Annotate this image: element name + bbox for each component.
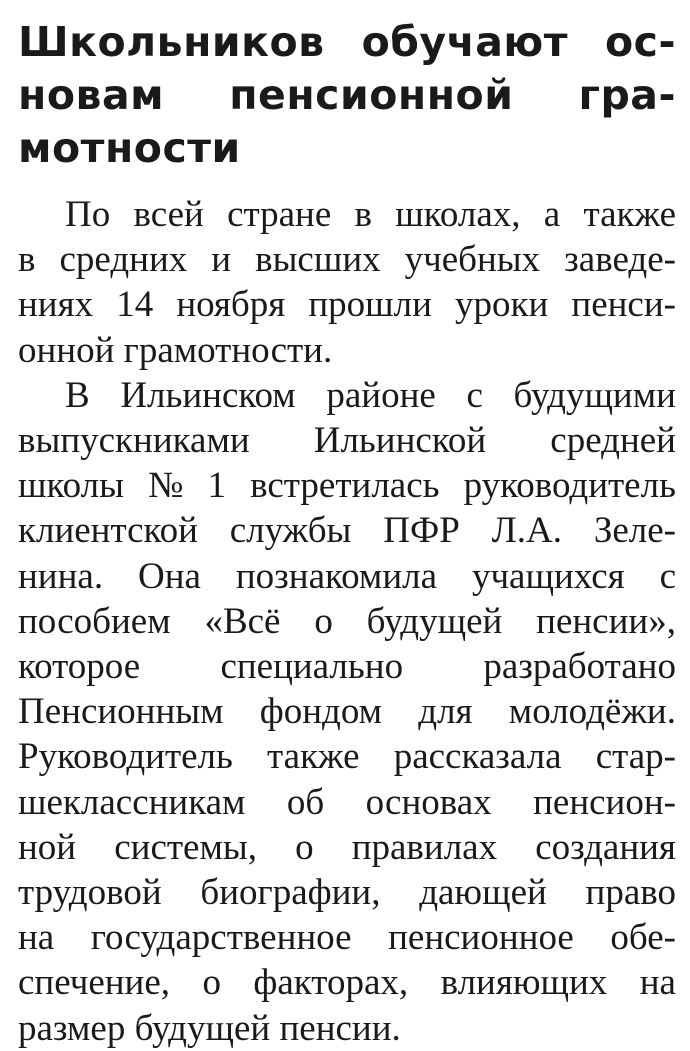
word: средних [59, 239, 188, 281]
word: средней [550, 420, 676, 462]
word: создания [535, 826, 676, 868]
word: пенси- [571, 284, 676, 326]
word: о [314, 600, 333, 642]
word: выпускниками [18, 420, 250, 462]
word: заведе- [564, 239, 676, 281]
word: шеклассникам [18, 781, 246, 823]
text-line [18, 418, 676, 463]
word: в [354, 194, 373, 235]
word: ПФР [383, 510, 460, 552]
word: молодёжи. [508, 691, 676, 733]
article-headline [18, 16, 676, 175]
word: право [585, 872, 676, 914]
word: В [65, 374, 90, 416]
article-paragraph [18, 373, 676, 1051]
word: с [466, 374, 483, 416]
word: Она [138, 555, 201, 597]
word: об [286, 781, 325, 823]
word: Школьников [18, 18, 325, 66]
word: № [148, 465, 184, 507]
word: высших [255, 239, 381, 281]
text-line [18, 508, 676, 553]
word: в [18, 239, 36, 281]
text-line [18, 554, 676, 599]
word: По [65, 194, 111, 235]
text-line [18, 960, 676, 1005]
text-line: онной грамотности. [18, 329, 333, 371]
word: обучают [361, 18, 569, 66]
word: факторах, [253, 962, 409, 1004]
word: пенсии», [536, 600, 676, 642]
word: дающей [419, 872, 547, 914]
word: на [639, 962, 676, 1004]
word: обе- [610, 917, 676, 959]
word: государственное [90, 917, 352, 959]
word: системы, [114, 826, 257, 868]
word: и [211, 239, 232, 281]
word: прошли [308, 284, 432, 326]
word: которое [18, 646, 141, 688]
word: а [543, 194, 561, 235]
word: будущей [366, 600, 503, 642]
text-line [18, 915, 676, 960]
word: учебных [404, 239, 541, 281]
text-line [18, 192, 676, 237]
word: стране [227, 194, 332, 235]
word: всей [133, 194, 204, 235]
word: правилах [351, 826, 498, 868]
word: уроки [455, 284, 549, 326]
word: Ильинском [120, 374, 296, 416]
word: нина. [18, 555, 104, 597]
word: стар- [595, 736, 676, 778]
word: влияющих [440, 962, 608, 1004]
word: основах [365, 781, 492, 823]
word: районе [326, 374, 436, 416]
word: встретилась [250, 465, 440, 507]
word: разработано [483, 646, 676, 688]
word: Ильинской [313, 420, 487, 462]
text-line [18, 373, 676, 418]
text-line [18, 237, 676, 282]
text-line [18, 282, 676, 327]
word: спечение, [18, 962, 171, 1004]
word: Зеле- [593, 510, 676, 552]
word: с [659, 555, 676, 597]
word: гра- [578, 71, 676, 119]
word: школы [18, 465, 124, 507]
word: для [418, 691, 473, 733]
word: трудовой [18, 872, 162, 914]
text-line [18, 599, 676, 644]
headline-line [18, 69, 676, 122]
word: также [583, 194, 676, 235]
word: 1 [207, 465, 226, 507]
word: специально [220, 646, 404, 688]
word: учащихся [471, 555, 625, 597]
word: Руководитель [18, 736, 233, 778]
word: службы [229, 510, 352, 552]
text-line [18, 780, 676, 825]
word: школах, [395, 194, 521, 235]
word: клиентской [18, 510, 198, 552]
word: ос- [604, 18, 676, 66]
article-paragraph [18, 192, 676, 373]
word: 14 [116, 284, 154, 326]
word: ниях [18, 284, 94, 326]
word: о [202, 962, 221, 1004]
word: пособием [18, 600, 171, 642]
word: фондом [259, 691, 383, 733]
text-line [18, 689, 676, 734]
text-line [18, 644, 676, 689]
headline-line: мотности [18, 124, 241, 172]
text-line: размер будущей пенсии. [18, 1007, 401, 1049]
text-line [18, 463, 676, 508]
word: о [295, 826, 314, 868]
word: пенсионной [229, 71, 514, 119]
word: пенсион- [533, 781, 676, 823]
word: Л.А. [491, 510, 562, 552]
text-line [18, 734, 676, 779]
headline-line [18, 16, 676, 69]
word: познакомила [235, 555, 438, 597]
text-line [18, 825, 676, 870]
word: ноября [176, 284, 286, 326]
word: также [267, 736, 360, 778]
word: пенсионное [388, 917, 574, 959]
article-body [18, 192, 676, 1051]
word: будущими [513, 374, 676, 416]
word: Пенсионным [18, 691, 224, 733]
word: новам [18, 71, 165, 119]
word: «Всё [204, 600, 281, 642]
word: ной [18, 826, 77, 868]
word: на [18, 917, 55, 959]
word: руководитель [463, 465, 676, 507]
text-line [18, 870, 676, 915]
word: биографии, [200, 872, 381, 914]
word: рассказала [393, 736, 562, 778]
